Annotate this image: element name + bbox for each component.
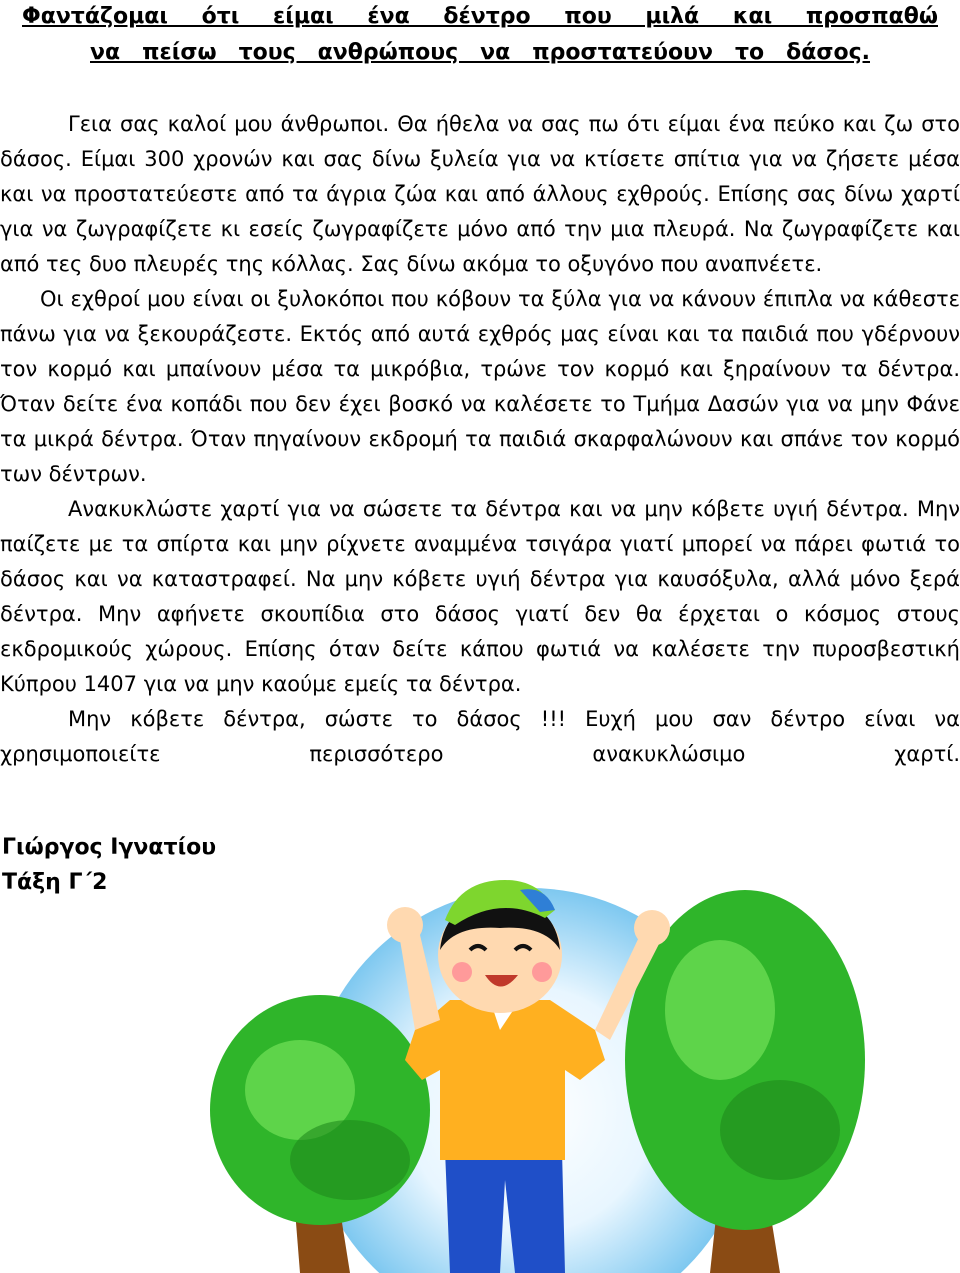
paragraph-1: Γεια σας καλοί μου άνθρωποι. Θα ήθελα να σας πω ότι είμαι ένα πεύκο και ζω στο δάσος. Είμαι 300 χρονών και σας δίνω ξυλεία για να κτίσετε σπίτια για να ζήσετε μέσα και να προστατεύεστε από τα άγρια ζώα και από άλλους εχθρούς. Επίσης σας δίνω χαρτί για να ζωγραφίζετε κι εσείς ζωγραφίζετε μόνο από την μια πλευρά. Να ζωγραφίζετε και από τες δυο πλευρές της κόλλας. Σας δίνω ακόμα το οξυγόνο που αναπνέετε. bbox=[0, 112, 960, 276]
author-class: Τάξη Γ΄2 bbox=[2, 870, 108, 895]
essay-body bbox=[0, 107, 960, 772]
title-line-1: Φαντάζομαι ότι είμαι ένα δέντρο που μιλά και προσπαθώ bbox=[22, 4, 938, 29]
paragraph-4: Μην κόβετε δέντρα, σώστε το δάσος !!! Ευχή μου σαν δέντρο είναι να χρησιμοποιείτε περισσότερο ανακυκλώσιμο χαρτί. bbox=[0, 707, 960, 766]
author-name: Γιώργος Ιγνατίου bbox=[2, 835, 217, 860]
paragraph-3: Ανακυκλώστε χαρτί για να σώσετε τα δέντρα και να μην κόβετε υγιή δέντρα. Μην παίζετε με τα σπίρτα και μην ρίχνετε αναμμένα τσιγάρα γιατί μπορεί να πάρει φωτιά το δάσος και να καταστραφεί. Να μην κόβετε υγιή δέντρα για καυσόξυλα, αλλά μόνο ξερά δέντρα. Μην αφήνετε σκουπίδια στο δάσος γιατί δεν θα έρχεται ο κόσμος στους εκδρομικούς χώρους. Επίσης όταν δείτε κάπου φωτιά να καλέσετε την πυροσβεστική Κύπρου 1407 για να μην καούμε εμείς τα δέντρα. bbox=[0, 497, 960, 696]
boy-and-trees-illustration bbox=[200, 880, 960, 1273]
paragraph-2: Οι εχθροί μου είναι οι ξυλοκόποι που κόβουν τα ξύλα για να κάνουν έπιπλα να κάθεστε πάνω για να ξεκουράζεστε. Εκτός από αυτά εχθρός μας είναι και τα παιδιά που γδέρνουν τον κορμό και μπαίνουν μέσα τα μικρόβια, τρώνε τον κορμό και ξηραίνουν τα δέντρα. Όταν δείτε ένα κοπάδι που δεν έχει βοσκό να καλέσετε το Τμήμα Δασών για να μην Φάνε τα μικρά δέντρα. Όταν πηγαίνουν εκδρομή τα παιδιά σκαρφαλώνουν και σπάνε τον κορμό των δέντρων. bbox=[0, 287, 960, 486]
title-line-2: να πείσω τους ανθρώπους να προστατεύουν το δάσος. bbox=[90, 40, 870, 65]
signature bbox=[2, 830, 216, 900]
